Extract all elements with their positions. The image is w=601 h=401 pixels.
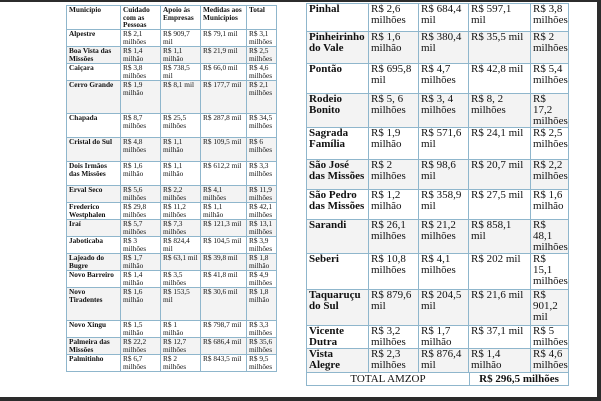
municipality-name: Novo Barreiro [67, 271, 121, 288]
value-cell: R$ 10,8 milhões [369, 254, 419, 290]
value-cell: R$ 879,6 mil [369, 290, 419, 326]
value-cell: R$ 3,2 milhões [369, 326, 419, 349]
value-cell: R$ 42,1 milhões [247, 203, 277, 220]
municipality-name: São José das Missões [307, 160, 369, 190]
value-cell: R$ 597,1 mil [469, 4, 531, 32]
value-cell: R$ 21,9 mil [201, 47, 247, 64]
municipality-name: Pontão [307, 64, 369, 94]
value-cell: R$ 15,1 milhões [531, 254, 569, 290]
value-cell: R$ 1,5 milhão [121, 321, 161, 338]
value-cell: R$ 104,5 mil [201, 237, 247, 254]
total-label: TOTAL AMZOP [307, 373, 470, 386]
table-row [67, 138, 277, 162]
municipality-name: Cristal do Sul [67, 138, 121, 162]
value-cell: R$ 26,1 milhões [369, 220, 419, 254]
value-cell: R$ 4,1 milhões [419, 254, 469, 290]
table-row [307, 32, 569, 64]
value-cell: R$ 153,5 mil [161, 288, 201, 321]
table-row [67, 288, 277, 321]
value-cell: R$ 380,4 mil [419, 32, 469, 64]
header-cuidado: Cuidado com as Pessoas [121, 6, 161, 30]
value-cell: R$ 287,8 mil [201, 114, 247, 138]
value-cell: R$ 2 milhões [161, 355, 201, 372]
value-cell: R$ 358,9 mil [419, 190, 469, 220]
value-cell: R$ 1,8 milhão [247, 254, 277, 271]
value-cell: R$ 48,1 milhões [531, 220, 569, 254]
table-row [67, 355, 277, 372]
table-row [307, 160, 569, 190]
municipality-name: Iraí [67, 220, 121, 237]
value-cell: R$ 3, 4 milhões [419, 94, 469, 128]
value-cell: R$ 29,8 milhões [121, 203, 161, 220]
table-row [67, 203, 277, 220]
municipality-name: Pinheirinho do Vale [307, 32, 369, 64]
value-cell: R$ 1,2 milhão [369, 190, 419, 220]
municipality-name: São Pedro das Missões [307, 190, 369, 220]
header-total: Total [247, 6, 277, 30]
table-row [307, 349, 569, 373]
value-cell: R$ 798,7 mil [201, 321, 247, 338]
value-cell: R$ 1,1 milhão [161, 47, 201, 64]
total-row [307, 373, 569, 386]
municipality-name: Dois Irmãos das Missões [67, 162, 121, 186]
page-right-edge [597, 0, 601, 401]
value-cell: R$ 1,9 milhão [121, 81, 161, 114]
municipality-name: Cerro Grande [67, 81, 121, 114]
value-cell: R$ 1,6 milhão [121, 162, 161, 186]
value-cell: R$ 121,3 mil [201, 220, 247, 237]
value-cell: R$ 39,8 mil [201, 254, 247, 271]
value-cell: R$ 12,7 milhões [161, 338, 201, 355]
value-cell: R$ 22,2 milhões [121, 338, 161, 355]
value-cell: R$ 21,6 mil [469, 290, 531, 326]
table-row [67, 114, 277, 138]
value-cell: R$ 3,3 milhões [247, 321, 277, 338]
value-cell: R$ 6,7 milhões [121, 355, 161, 372]
value-cell: R$ 11,2 milhões [161, 203, 201, 220]
municipality-name: Lajeado do Bugre [67, 254, 121, 271]
municipality-name: Palmitinho [67, 355, 121, 372]
municipality-name: Caiçara [67, 64, 121, 81]
value-cell: R$ 35,5 mil [469, 32, 531, 64]
value-cell: R$ 202 mil [469, 254, 531, 290]
value-cell: R$ 4,7 milhões [419, 64, 469, 94]
value-cell: R$ 4,1 milhões [201, 186, 247, 203]
municipality-name: Sagrada Família [307, 128, 369, 160]
value-cell: R$ 41,8 mil [201, 271, 247, 288]
table-row [67, 64, 277, 81]
value-cell: R$ 63,1 mil [161, 254, 201, 271]
municipality-table-right [306, 3, 569, 373]
value-cell: R$ 1,4 milhão [121, 47, 161, 64]
municipality-name: Vista Alegre [307, 349, 369, 373]
value-cell: R$ 1,7 milhão [121, 254, 161, 271]
value-cell: R$ 2,1 milhões [121, 30, 161, 47]
value-cell: R$ 37,1 mil [469, 326, 531, 349]
municipality-name: Novo Xingu [67, 321, 121, 338]
value-cell: R$ 20,7 mil [469, 160, 531, 190]
table-row [67, 81, 277, 114]
value-cell: R$ 4,6 milhões [531, 349, 569, 373]
value-cell: R$ 204,5 mil [419, 290, 469, 326]
header-medidas: Medidas aos Municípios [201, 6, 247, 30]
table-row [307, 254, 569, 290]
value-cell: R$ 4,6 milhões [247, 64, 277, 81]
table-row [67, 254, 277, 271]
value-cell: R$ 1,1 milhão [161, 138, 201, 162]
value-cell: R$ 13,1 milhões [247, 220, 277, 237]
value-cell: R$ 8, 2 milhões [469, 94, 531, 128]
value-cell: R$ 1,1 milhão [201, 203, 247, 220]
value-cell: R$ 1,1 milhão [161, 162, 201, 186]
header-apoio: Apoio às Empresas [161, 6, 201, 30]
table-row [67, 220, 277, 237]
value-cell: R$ 3 milhões [121, 237, 161, 254]
value-cell: R$ 858,1 mil [469, 220, 531, 254]
value-cell: R$ 2,5 milhões [247, 47, 277, 64]
table-header-row [67, 6, 277, 30]
value-cell: R$ 1,6 milhão [121, 288, 161, 321]
table-row [67, 237, 277, 254]
value-cell: R$ 824,4 mil [161, 237, 201, 254]
table-row [307, 220, 569, 254]
total-value: R$ 296,5 milhões [470, 373, 569, 386]
table-row [67, 338, 277, 355]
value-cell: R$ 1,8 milhão [247, 288, 277, 321]
table-row [67, 47, 277, 64]
municipality-name: Taquaruçu do Sul [307, 290, 369, 326]
value-cell: R$ 5 milhões [531, 326, 569, 349]
value-cell: R$ 2,2 milhões [161, 186, 201, 203]
table-row [307, 4, 569, 32]
value-cell: R$ 21,2 milhões [419, 220, 469, 254]
value-cell: R$ 4,9 milhões [247, 271, 277, 288]
value-cell: R$ 1,6 milhão [369, 32, 419, 64]
value-cell: R$ 11,9 milhões [247, 186, 277, 203]
value-cell: R$ 686,4 mil [201, 338, 247, 355]
table-row [307, 94, 569, 128]
page-top-edge [0, 0, 601, 2]
value-cell: R$ 27,5 mil [469, 190, 531, 220]
page-bottom-edge [0, 397, 601, 401]
municipality-name: Alpestre [67, 30, 121, 47]
table-row [307, 64, 569, 94]
value-cell: R$ 1,4 milhão [469, 349, 531, 373]
value-cell: R$ 5,7 milhões [121, 220, 161, 237]
value-cell: R$ 1,6 milhão [531, 190, 569, 220]
municipality-name: Pinhal [307, 4, 369, 32]
value-cell: R$ 4,8 milhões [121, 138, 161, 162]
value-cell: R$ 42,8 mil [469, 64, 531, 94]
value-cell: R$ 8,7 milhões [121, 114, 161, 138]
municipality-name: Frederico Westphalen [67, 203, 121, 220]
value-cell: R$ 2,1 milhões [247, 81, 277, 114]
table-row [307, 290, 569, 326]
municipality-table-left [66, 5, 277, 372]
municipality-name: Seberi [307, 254, 369, 290]
value-cell: R$ 2,2 milhões [531, 160, 569, 190]
value-cell: R$ 24,1 mil [469, 128, 531, 160]
value-cell: R$ 109,5 mil [201, 138, 247, 162]
value-cell: R$ 2 milhões [369, 160, 419, 190]
value-cell: R$ 2,5 milhões [531, 128, 569, 160]
value-cell: R$ 25,5 milhões [161, 114, 201, 138]
value-cell: R$ 876,4 mil [419, 349, 469, 373]
value-cell: R$ 684,4 mil [419, 4, 469, 32]
value-cell: R$ 2,3 milhões [369, 349, 419, 373]
value-cell: R$ 6 milhões [247, 138, 277, 162]
table-row [67, 321, 277, 338]
municipality-name: Rodeio Bonito [307, 94, 369, 128]
table-row [307, 326, 569, 349]
value-cell: R$ 909,7 mil [161, 30, 201, 47]
value-cell: R$ 1,9 milhão [369, 128, 419, 160]
value-cell: R$ 612,2 mil [201, 162, 247, 186]
value-cell: R$ 2,6 milhões [369, 4, 419, 32]
value-cell: R$ 8,1 mil [161, 81, 201, 114]
value-cell: R$ 738,5 mil [161, 64, 201, 81]
value-cell: R$ 3,9 milhões [247, 237, 277, 254]
value-cell: R$ 30,6 mil [201, 288, 247, 321]
value-cell: R$ 34,5 milhões [247, 114, 277, 138]
value-cell: R$ 843,5 mil [201, 355, 247, 372]
value-cell: R$ 2 milhões [531, 32, 569, 64]
municipality-name: Sarandi [307, 220, 369, 254]
value-cell: R$ 3,5 milhões [161, 271, 201, 288]
value-cell: R$ 571,6 mil [419, 128, 469, 160]
value-cell: R$ 901,2 mil [531, 290, 569, 326]
table-row [67, 271, 277, 288]
value-cell: R$ 1,7 milhão [419, 326, 469, 349]
municipality-name: Novo Tiradentes [67, 288, 121, 321]
table-row [67, 30, 277, 47]
municipality-name: Jaboticaba [67, 237, 121, 254]
municipality-name: Boa Vista das Missões [67, 47, 121, 64]
municipality-name: Erval Seco [67, 186, 121, 203]
value-cell: R$ 79,1 mil [201, 30, 247, 47]
table-row [67, 186, 277, 203]
value-cell: R$ 98,6 mil [419, 160, 469, 190]
value-cell: R$ 17,2 milhões [531, 94, 569, 128]
value-cell: R$ 5, 6 milhões [369, 94, 419, 128]
table-row [67, 162, 277, 186]
municipality-name: Vicente Dutra [307, 326, 369, 349]
value-cell: R$ 695,8 mil [369, 64, 419, 94]
table-row [307, 190, 569, 220]
value-cell: R$ 3,1 milhões [247, 30, 277, 47]
value-cell: R$ 5,6 milhões [121, 186, 161, 203]
table-row [307, 128, 569, 160]
header-municipio: Município [67, 6, 121, 30]
value-cell: R$ 1 milhão [161, 321, 201, 338]
value-cell: R$ 7,3 milhões [161, 220, 201, 237]
value-cell: R$ 66,0 mil [201, 64, 247, 81]
value-cell: R$ 3,8 milhões [531, 4, 569, 32]
value-cell: R$ 3,3 milhões [247, 162, 277, 186]
municipality-name: Chapada [67, 114, 121, 138]
municipality-name: Palmeira das Missões [67, 338, 121, 355]
value-cell: R$ 3,8 milhões [121, 64, 161, 81]
value-cell: R$ 35,6 milhões [247, 338, 277, 355]
value-cell: R$ 1,4 milhão [121, 271, 161, 288]
total-table [306, 372, 569, 386]
value-cell: R$ 177,7 mil [201, 81, 247, 114]
value-cell: R$ 9,5 milhões [247, 355, 277, 372]
value-cell: R$ 5,4 milhões [531, 64, 569, 94]
